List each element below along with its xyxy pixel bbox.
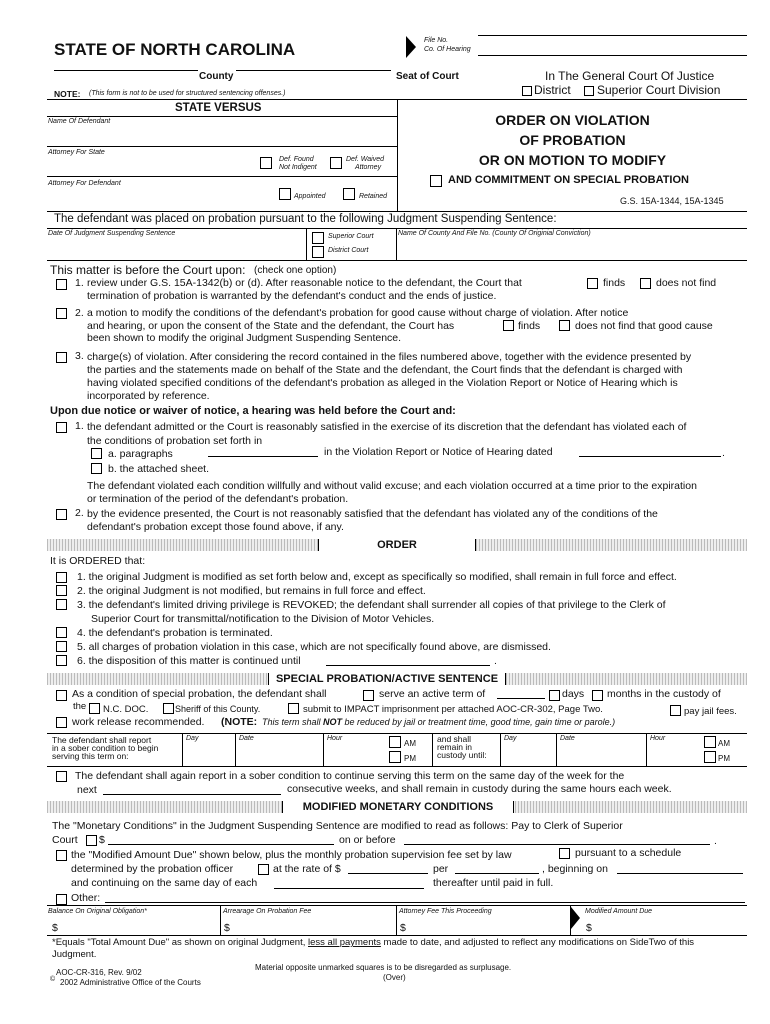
rate-field[interactable] (348, 873, 428, 874)
note-text: (This form is not to be used for structured sentencing offenses.) (89, 90, 286, 97)
sheriff-label: Sheriff of this County. (175, 704, 261, 714)
paragraphs-checkbox[interactable] (91, 448, 102, 459)
beginning-field[interactable] (617, 873, 743, 874)
end-date-label: Date (560, 735, 575, 742)
paragraphs-label: a. paragraphs (108, 448, 173, 460)
violation-date-field[interactable] (579, 456, 721, 457)
end-day-label: Day (504, 735, 517, 742)
date-of-judgment-label: Date Of Judgment Suspending Sentence (48, 230, 176, 237)
the-label: the (73, 701, 87, 712)
order-1-checkbox[interactable] (56, 572, 67, 583)
file-arrow-icon (406, 36, 416, 58)
gs-citation: G.S. 15A-1344, 15A-1345 (620, 196, 724, 206)
does-not-find-label: does not find (656, 277, 717, 289)
begin-date-label: Date (239, 735, 254, 742)
district-checkbox[interactable] (522, 86, 532, 96)
end-am-checkbox[interactable] (704, 736, 716, 748)
finds-checkbox[interactable] (587, 278, 598, 289)
pay-jail-fees-checkbox[interactable] (670, 705, 681, 716)
footnote-a: *Equals "Total Amount Due" as shown on original Judgment, (52, 937, 306, 948)
retained-label: Retained (359, 193, 388, 200)
charge-text-2: the parties and the statements made on behalf of the State and the defendant, the Court finds that the defendant is charged with (87, 364, 683, 376)
note-text-a: This term shall (262, 717, 321, 727)
order-3-text: 3. the defendant's limited driving privilege is REVOKED; the defendant shall surrender all copies of that privilege to the Clerk of (77, 599, 666, 611)
serve-active-label: serve an active term of (379, 688, 486, 700)
motion-dnf-label: does not find that good cause (575, 320, 713, 332)
charge-text-1: charge(s) of violation. After considering the record contained in the files numbered above, together with the evidence presented by (87, 351, 692, 363)
modified-amount-due-label: Modified Amount Due (585, 908, 653, 915)
work-release-label: work release recommended. (72, 716, 205, 728)
dollar-sign: $ (99, 834, 105, 846)
hearing-2-number: 2. (75, 507, 84, 519)
order-3-checkbox[interactable] (56, 599, 67, 610)
balance-dollar: $ (52, 922, 58, 934)
continuing-label: and continuing on the same day of each (71, 877, 258, 889)
attached-sheet-checkbox[interactable] (91, 463, 102, 474)
item-2-number: 2. (75, 307, 84, 319)
placed-text: The defendant was placed on probation pursuant to the following Judgment Suspending Sentence: (54, 213, 557, 225)
county-file-label: Name Of County And File No. (County Of Originial Conviction) (398, 230, 591, 237)
seat-of-court-field[interactable] (236, 70, 391, 71)
again-report-text: The defendant shall again report in a sober condition to continue serving this term on the same day of the week for the (75, 770, 625, 782)
footnote-underlined: less all payments (308, 937, 381, 948)
special-condition-text: As a condition of special probation, the defendant shall (72, 688, 327, 700)
on-or-before-field[interactable] (404, 844, 710, 845)
thereafter-label: thereafter until paid in full. (433, 877, 554, 889)
per-field[interactable] (455, 873, 539, 874)
other-checkbox[interactable] (56, 894, 67, 905)
end-hour-label: Hour (650, 735, 666, 742)
serve-active-checkbox[interactable] (363, 690, 374, 701)
superior-checkbox[interactable] (584, 86, 594, 96)
charge-text-4: incorporated by reference. (87, 390, 210, 402)
special-title: SPECIAL PROBATION/ACTIVE SENTENCE (268, 673, 506, 685)
report-label-1: The defendant shall report (52, 735, 152, 745)
pursuant-schedule-label: pursuant to a schedule (575, 847, 682, 859)
order-intro: It is ORDERED that: (50, 555, 146, 567)
monetary-text: The "Monetary Conditions" in the Judgment Suspending Sentence are modified to read as follows: Pay to Clerk of Superior (52, 820, 623, 832)
term-length-field[interactable] (497, 698, 545, 699)
not-satisfied-text-2: defendant's probation except those found above, if any. (87, 521, 344, 533)
order-1-text: 1. the original Judgment is modified as set forth below and, except as specifically so modified, shall remain in full force and effect. (77, 571, 677, 583)
begin-hour-label: Hour (327, 735, 343, 742)
order-title: ORDER (318, 539, 476, 551)
determined-label: determined by the probation officer (71, 863, 234, 875)
modified-due-dollar: $ (586, 922, 592, 934)
motion-finds-checkbox[interactable] (503, 320, 514, 331)
impact-checkbox[interactable] (288, 703, 299, 714)
placed-district-label: District Court (328, 247, 369, 254)
footnote-c: Judgment. (52, 949, 97, 960)
motion-text-3: been shown to modify the original Judgment Suspending Sentence. (87, 332, 402, 344)
note-text-b: be reduced by jail or treatment time, good time, gain time or parole.) (344, 717, 616, 727)
form-number: AOC-CR-316, Rev. 9/02 (56, 968, 142, 977)
attorney-fee-dollar: $ (400, 922, 406, 934)
admitted-text: the defendant admitted or the Court is reasonably satisfied in the exercise of its discretion that the defendant has violated each of (87, 421, 687, 433)
item-3-number: 3. (75, 350, 84, 362)
special-note-text (262, 717, 615, 727)
attorney-label: Attorney (355, 164, 382, 171)
begin-day-label: Day (186, 735, 199, 742)
charge-checkbox[interactable] (56, 352, 67, 363)
commitment-checkbox[interactable] (430, 175, 442, 187)
ncdoc-checkbox[interactable] (89, 703, 100, 714)
placed-superior-label: Superior Court (328, 233, 374, 240)
review-text: review under G.S. 15A-1342(b) or (d). After reasonable notice to the defendant, the Court that (87, 277, 522, 289)
order-5-checkbox[interactable] (56, 641, 67, 652)
admitted-text-2: the conditions of probation set forth in (87, 435, 263, 447)
beginning-label: , beginning on (542, 863, 608, 875)
admitted-checkbox[interactable] (56, 422, 67, 433)
finds-label: finds (603, 277, 626, 289)
county-label: County (199, 71, 234, 82)
footnote-b: made to date, and adjusted to reflect any modifications on SideTwo of this (383, 937, 695, 948)
order-2-checkbox[interactable] (56, 585, 67, 596)
surplusage-note: Material opposite unmarked squares is to be disregarded as surplusage. (255, 963, 512, 972)
days-checkbox[interactable] (549, 690, 560, 701)
motion-dnf-checkbox[interactable] (559, 320, 570, 331)
check-one-label: (check one option) (254, 265, 337, 276)
title-line-3: OR ON MOTION TO MODIFY (478, 152, 667, 168)
def-found-label: Def. Found (279, 156, 314, 163)
balance-label: Balance On Original Obligation* (48, 908, 147, 915)
note-label: NOTE: (54, 89, 81, 99)
report-label-3: serving this term on: (52, 751, 129, 761)
def-found-checkbox[interactable] (260, 157, 272, 169)
hearing-intro: Upon due notice or waiver of notice, a hearing was held before the Court and: (50, 405, 456, 417)
again-report-text-2: consecutive weeks, and shall remain in custody during the same hours each week. (287, 783, 672, 795)
motion-text-2: and hearing, or upon the consent of the State and the defendant, the Court has (87, 320, 455, 332)
motion-text: a motion to modify the conditions of the defendant's probation for good cause without charge of violation. After notice (87, 307, 629, 319)
report-label-2: in a sober condition to begin (52, 743, 159, 753)
willfully-text-2: or termination of the period of the defendant's probation. (87, 493, 349, 505)
consecutive-weeks-field[interactable] (103, 794, 281, 795)
over-label: (Over) (383, 973, 406, 982)
paragraphs-field[interactable] (208, 456, 318, 457)
per-label: per (433, 863, 449, 875)
superior-label: Superior Court Division (597, 83, 721, 97)
other-label: Other: (71, 892, 101, 904)
order-6-text: 6. the disposition of this matter is continued until (77, 655, 301, 667)
retained-checkbox[interactable] (343, 188, 355, 200)
state-versus-label: STATE VERSUS (175, 102, 262, 114)
end-pm-label: PM (718, 754, 730, 763)
next-label: next (77, 784, 97, 796)
not-satisfied-checkbox[interactable] (56, 509, 67, 520)
end-am-label: AM (718, 739, 730, 748)
item-1-number: 1. (75, 277, 84, 289)
willfully-text: The defendant violated each condition willfully and without valid excuse; and each violation occurred at a time prior to the expiration (87, 480, 697, 492)
at-rate-checkbox[interactable] (258, 864, 269, 875)
modified-due-checkbox[interactable] (56, 850, 67, 861)
pursuant-schedule-checkbox[interactable] (559, 848, 570, 859)
begin-pm-label: PM (404, 754, 416, 763)
ncdoc-label: N.C. DOC. (103, 704, 149, 715)
order-3-text-2: Superior Court for transmittal/notification to the Division of Motor Vehicles. (91, 613, 435, 625)
not-indigent-label: Not Indigent (279, 164, 317, 171)
on-or-before-label: on or before (339, 834, 396, 846)
placed-superior-checkbox[interactable] (312, 232, 324, 244)
court-label: Court (52, 834, 78, 846)
def-waived-label: Def. Waived (346, 156, 384, 163)
custody-until-label: custody until: (437, 750, 487, 760)
continued-until-field[interactable] (326, 665, 490, 666)
attached-sheet-label: b. the attached sheet. (108, 463, 209, 475)
special-condition-checkbox[interactable] (56, 690, 67, 701)
begin-am-label: AM (404, 739, 416, 748)
def-waived-checkbox[interactable] (330, 157, 342, 169)
not-satisfied-text: by the evidence presented, the Court is not reasonably satisfied that the defendant has violated any of the conditions of the (87, 508, 658, 520)
and-shall-label: and shall (437, 734, 472, 744)
violation-report-label: in the Violation Report or Notice of Hearing dated (324, 446, 553, 458)
review-text-2: termination of probation is warranted by the defendant's conduct and the ends of justice. (87, 290, 497, 302)
work-release-checkbox[interactable] (56, 717, 67, 728)
begin-pm-checkbox[interactable] (389, 751, 401, 763)
title-line-4: AND COMMITMENT ON SPECIAL PROBATION (448, 174, 689, 186)
name-of-defendant-label: Name Of Defendant (48, 118, 111, 125)
arrearage-dollar: $ (224, 922, 230, 934)
before-intro: This matter is before the Court upon: (50, 263, 246, 277)
modified-due-label: the "Modified Amount Due" shown below, plus the monthly probation supervision fee set by law (71, 849, 512, 861)
appointed-label: Appointed (294, 193, 326, 200)
state-title: STATE OF NORTH CAROLINA (54, 40, 296, 59)
monetary-period: . (714, 835, 717, 847)
motion-finds-label: finds (518, 320, 541, 332)
at-rate-label: at the rate of $ (273, 863, 341, 875)
order-2-text: 2. the original Judgment is not modified, but remains in full force and effect. (77, 585, 426, 597)
months-checkbox[interactable] (592, 690, 603, 701)
appointed-checkbox[interactable] (279, 188, 291, 200)
does-not-find-checkbox[interactable] (640, 278, 651, 289)
county-name-field[interactable] (54, 70, 198, 71)
copyright-symbol: © (50, 976, 56, 983)
special-note-label: (NOTE: (221, 716, 258, 728)
hearing-1-number: 1. (75, 420, 84, 432)
title-line-2: OF PROBATION (519, 132, 626, 148)
begin-am-checkbox[interactable] (389, 736, 401, 748)
title-line-1: ORDER ON VIOLATION (495, 112, 650, 128)
attorney-for-state-label: Attorney For State (48, 149, 105, 156)
days-label: days (562, 688, 585, 700)
impact-label: submit to IMPACT imprisonment per attached AOC-CR-302, Page Two. (303, 704, 603, 715)
pay-jail-fees-label: pay jail fees. (684, 706, 737, 717)
monetary-title: MODIFIED MONETARY CONDITIONS (282, 801, 514, 813)
motion-checkbox[interactable] (56, 308, 67, 319)
charge-text-3: having violated specified conditions of the defendant's probation as alleged in the Violation Report or Notice of Hearing which is (87, 377, 678, 389)
office-label: 2002 Administrative Office of the Courts (60, 978, 201, 987)
arrearage-label: Arrearage On Probation Fee (223, 908, 312, 915)
sheriff-checkbox[interactable] (163, 703, 174, 714)
attorney-for-defendant-label: Attorney For Defendant (48, 180, 121, 187)
remain-in-label: remain in (437, 742, 472, 752)
court-title: In The General Court Of Justice (545, 69, 715, 83)
end-pm-checkbox[interactable] (704, 751, 716, 763)
each-period-field[interactable] (274, 888, 424, 889)
review-checkbox[interactable] (56, 279, 67, 290)
order-4-checkbox[interactable] (56, 627, 67, 638)
again-report-checkbox[interactable] (56, 771, 67, 782)
placed-district-checkbox[interactable] (312, 246, 324, 258)
period: . (722, 447, 725, 459)
footnote (52, 937, 694, 948)
attorney-fee-label: Attorney Fee This Proceeding (399, 908, 492, 915)
modified-due-arrow-icon (571, 907, 580, 929)
order-6-checkbox[interactable] (56, 655, 67, 666)
months-label: months in the custody of (607, 688, 721, 700)
order-5-text: 5. all charges of probation violation in this case, which are not specifically found above, are dismissed. (77, 641, 551, 653)
co-of-hearing-label: Co. Of Hearing (424, 46, 471, 53)
order-4-text: 4. the defendant's probation is terminated. (77, 627, 273, 639)
note-not: NOT (323, 717, 343, 727)
district-label: District (534, 83, 571, 97)
pay-amount-field[interactable] (108, 844, 334, 845)
pay-amount-checkbox[interactable] (86, 835, 97, 846)
other-field[interactable] (105, 902, 745, 903)
order-6-period: . (494, 655, 497, 667)
seat-of-court-label: Seat of Court (396, 71, 459, 82)
file-no-label: File No. (424, 37, 449, 44)
